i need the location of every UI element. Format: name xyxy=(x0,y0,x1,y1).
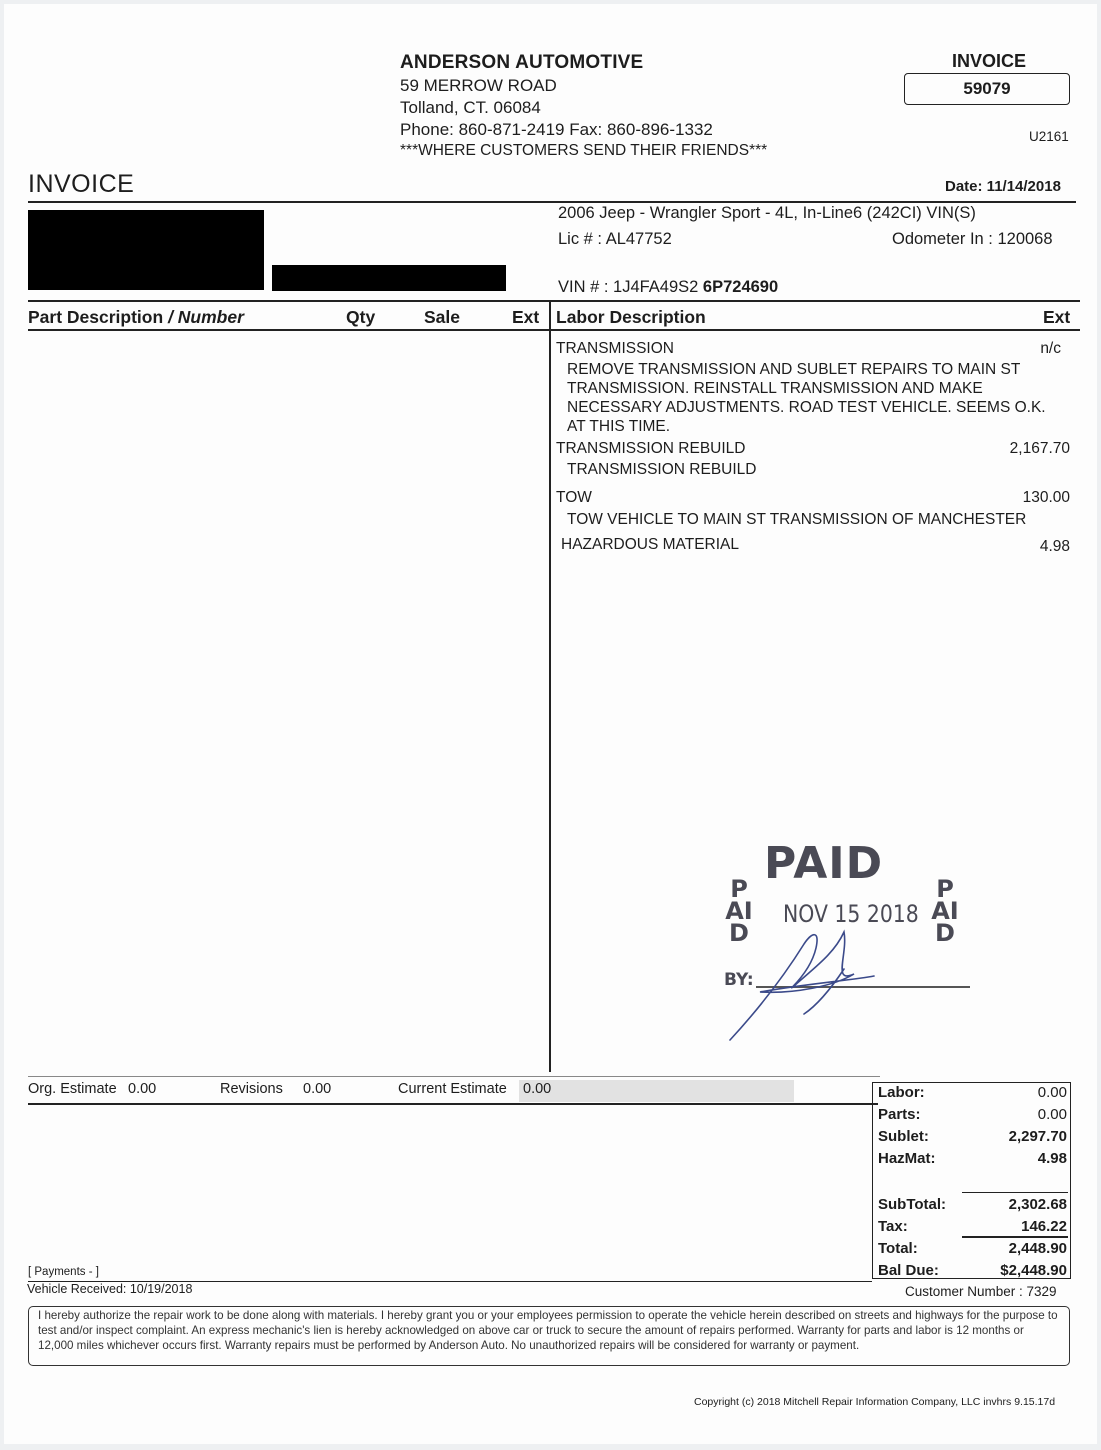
vin-prefix: VIN # : 1J4FA49S2 xyxy=(558,278,703,296)
shop-name: ANDERSON AUTOMOTIVE xyxy=(400,52,644,73)
table-top-rule xyxy=(28,300,1080,302)
header-labor-ext: Ext xyxy=(1043,307,1071,327)
revisions-label: Revisions xyxy=(220,1081,283,1097)
shop-phone-fax: Phone: 860-871-2419 Fax: 860-896-1332 xyxy=(400,120,713,139)
totals-label-tax: Tax: xyxy=(878,1218,908,1235)
labor-line-amount: 2,167.70 xyxy=(1009,440,1070,457)
stamp-paid-left: PAID xyxy=(725,875,753,947)
totals-value-labor: 0.00 xyxy=(1037,1084,1067,1101)
shop-city: Tolland, CT. 06084 xyxy=(400,98,541,117)
totals-label-total: Total: xyxy=(878,1240,918,1257)
invoice-label: INVOICE xyxy=(952,51,1027,71)
labor-line-title: TRANSMISSION xyxy=(556,340,674,357)
column-divider xyxy=(549,302,551,1072)
header-ext: Ext xyxy=(512,307,540,327)
stamp-date: NOV 15 2018 xyxy=(783,900,919,928)
totals-value-sublet: 2,297.70 xyxy=(1008,1128,1067,1145)
header-labor-description: Labor Description xyxy=(556,307,706,327)
vehicle-license: Lic # : AL47752 xyxy=(558,230,672,248)
stamp-paid-right: PAID xyxy=(931,875,959,947)
stamp-paid-title: PAID xyxy=(764,838,884,889)
header-part-label: Part Description xyxy=(28,307,164,327)
vehicle-description: 2006 Jeep - Wrangler Sport - 4L, In-Line6 (242CI) VIN(S) xyxy=(558,204,976,222)
estimate-top-rule xyxy=(28,1076,880,1077)
redacted-customer-address xyxy=(272,265,506,291)
vehicle-vin xyxy=(558,278,778,297)
totals-value-subtotal: 2,302.68 xyxy=(1008,1196,1067,1213)
totals-label-labor: Labor: xyxy=(878,1084,925,1101)
vin-suffix: 6P724690 xyxy=(702,278,779,296)
header-divider xyxy=(28,201,1076,203)
header-number-label: / Number xyxy=(168,307,244,327)
invoice-page xyxy=(4,4,1097,1444)
totals-total-rule xyxy=(962,1236,1068,1238)
totals-subtotal-rule xyxy=(962,1192,1068,1193)
labor-line-detail: TRANSMISSION REBUILD xyxy=(567,461,757,478)
stamp-by: BY: xyxy=(724,970,754,990)
page-title: INVOICE xyxy=(28,170,135,198)
invoice-date: Date: 11/14/2018 xyxy=(945,178,1061,195)
invoice-number: 59079 xyxy=(904,73,1070,105)
estimate-rule xyxy=(28,1103,878,1105)
totals-value-hazmat: 4.98 xyxy=(1037,1150,1067,1167)
shop-street: 59 MERROW ROAD xyxy=(400,76,557,95)
totals-label-parts: Parts: xyxy=(878,1106,921,1123)
totals-label-bal-due: Bal Due: xyxy=(878,1262,939,1279)
revisions-value: 0.00 xyxy=(303,1081,332,1097)
payments-label: [ Payments - ] xyxy=(28,1266,99,1278)
labor-line-amount: 4.98 xyxy=(1039,538,1070,555)
totals-label-hazmat: HazMat: xyxy=(878,1150,936,1167)
header-sale: Sale xyxy=(424,307,460,327)
labor-line-detail: TOW VEHICLE TO MAIN ST TRANSMISSION OF MANCHESTER xyxy=(567,511,1027,528)
labor-line-detail: REMOVE TRANSMISSION AND SUBLET REPAIRS TO MAIN ST TRANSMISSION. REINSTALL TRANSMISSION AND MAKE NECESSARY ADJUSTMENTS. ROAD TEST VEHICLE. SEEMS O.K. AT THIS TIME. xyxy=(567,361,1046,435)
table-header-rule xyxy=(28,329,1080,331)
totals-label-sublet: Sublet: xyxy=(878,1128,929,1145)
copyright: Copyright (c) 2018 Mitchell Repair Information Company, LLC invhrs 9.15.17d xyxy=(694,1396,1056,1408)
totals-value-bal-due: $2,448.90 xyxy=(1000,1262,1067,1279)
header-qty: Qty xyxy=(346,307,376,327)
totals-value-total: 2,448.90 xyxy=(1008,1240,1067,1257)
shop-slogan: ***WHERE CUSTOMERS SEND THEIR FRIENDS*** xyxy=(400,142,768,159)
labor-line-title: TRANSMISSION REBUILD xyxy=(556,440,746,457)
current-estimate-value: 0.00 xyxy=(523,1081,552,1097)
terms-text: I hereby authorize the repair work to be done along with materials. I hereby grant you or your employees permission to operate the vehicle herein described on streets and highways for the purpose to test and/or inspect complaint. An express mechanic's lien is hereby acknowledged on above car or truck to secure the amount of repairs performed. Warranty for parts and labor is 12 months or 12,000 miles whichever occurs first. Warranty repairs must be performed by Anderson Auto. No unauthorized repairs will be considered for warranty or payment. xyxy=(38,1309,1058,1352)
totals-value-tax: 146.22 xyxy=(1021,1218,1067,1235)
org-estimate-value: 0.00 xyxy=(128,1081,157,1097)
org-estimate-label: Org. Estimate xyxy=(28,1081,117,1097)
totals-value-parts: 0.00 xyxy=(1037,1106,1067,1123)
estimate-shade xyxy=(519,1080,794,1102)
labor-line-amount: 130.00 xyxy=(1022,489,1070,506)
customer-number: Customer Number : 7329 xyxy=(905,1284,1057,1299)
labor-line-title: HAZARDOUS MATERIAL xyxy=(561,536,739,553)
invoice-code: U2161 xyxy=(1029,129,1069,144)
labor-line-title: TOW xyxy=(556,489,592,506)
totals-label-subtotal: SubTotal: xyxy=(878,1196,947,1213)
signature-scribble xyxy=(724,924,894,1044)
header-part-description xyxy=(28,307,244,328)
redacted-customer-name xyxy=(28,210,264,290)
vehicle-odometer: Odometer In : 120068 xyxy=(892,230,1053,248)
footer-rule xyxy=(28,1281,872,1282)
labor-line-amount: n/c xyxy=(1040,340,1061,357)
vehicle-received: Vehicle Received: 10/19/2018 xyxy=(27,1282,193,1296)
current-estimate-label: Current Estimate xyxy=(398,1081,507,1097)
